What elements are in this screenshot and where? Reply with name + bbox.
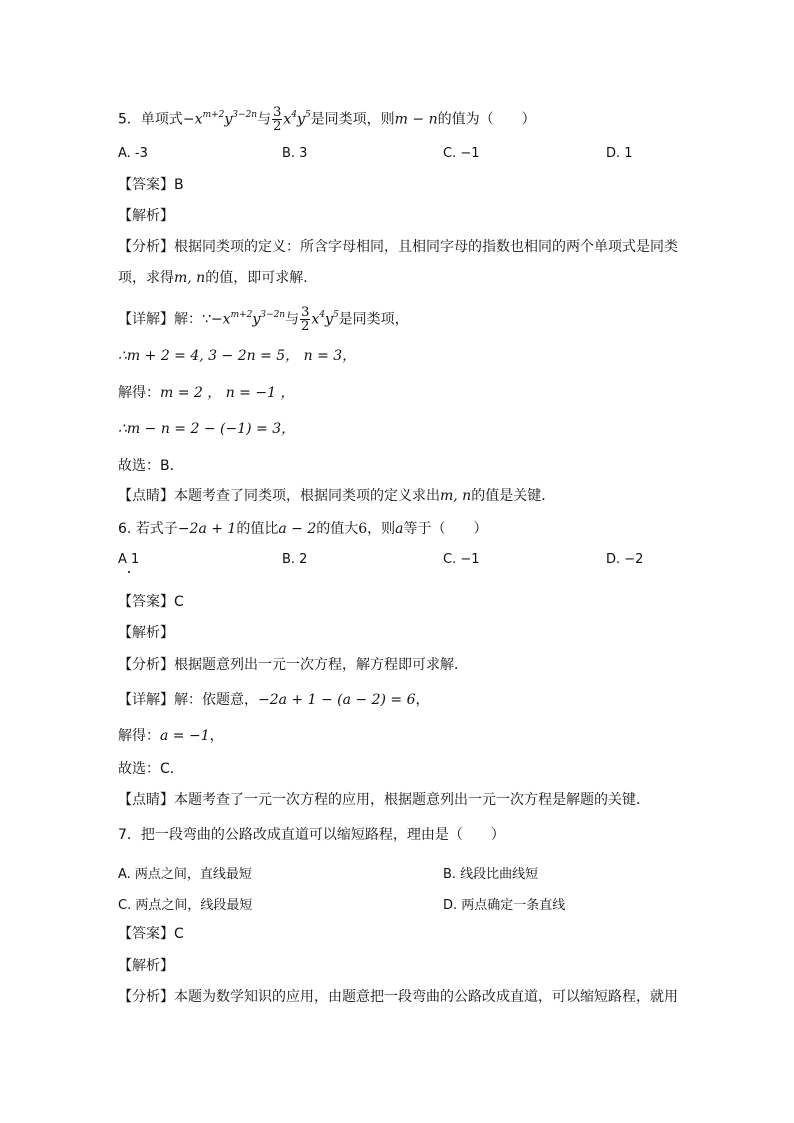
q6-solve-math: a = −1 <box>160 728 210 744</box>
q5-with: 与 <box>257 111 272 128</box>
q5-xiangjie-exp-x: m+2 <box>230 309 253 320</box>
q6-dianjing: 【点睛】本题考查了一元一次方程的应用，根据题意列出一元一次方程是解题的关键． <box>118 792 650 808</box>
q5-dianjing-prefix: 【点睛】本题考查了同类项，根据同类项的定义求出 <box>118 488 440 504</box>
q6-answer: 【答案】C <box>118 594 184 610</box>
q6-option-c: C. −1 <box>443 552 480 567</box>
q5-xiangjie-exp-x2: 4 <box>319 309 326 320</box>
q7-answer: 【答案】C <box>118 926 184 942</box>
q6-value: 6 <box>358 521 368 537</box>
q5-monomial-1-exp-x: m+2 <box>202 109 225 120</box>
q5-option-a: A. -3 <box>118 146 148 161</box>
q6-stem-mid-2: 的值大 <box>316 521 359 537</box>
q6-stem <box>118 519 488 539</box>
q5-fenxi-line-2 <box>118 268 317 288</box>
q5-xiangjie-monomial-2: x <box>311 311 320 328</box>
q5-option-d: D. 1 <box>606 146 633 161</box>
q6-xiangjie-equation: −2a + 1 − (a − 2) = 6 <box>258 692 416 708</box>
q6-stem-prefix: 6. 若式子 <box>118 521 178 537</box>
q6-stem-mid-3: ，则 <box>367 521 396 537</box>
q6-choose: 故选：C． <box>118 761 184 777</box>
q5-xiangjie-y: y <box>252 311 261 328</box>
q5-xiangjie-monomial-1: −x <box>210 311 231 328</box>
q5-monomial-2-y: y <box>297 111 305 128</box>
q5-option-c: C. −1 <box>443 146 480 161</box>
q5-monomial-2-exp-x: 4 <box>291 109 298 120</box>
q7-fenxi: 【分析】本题为数学知识的应用，由题意把一段弯曲的公路改成直道，可以缩短路程，就用 <box>118 989 678 1005</box>
q5-xiangjie-fraction <box>300 306 310 333</box>
q5-stem <box>118 106 536 133</box>
q6-solve <box>118 726 224 746</box>
q5-choose: 故选：B． <box>118 458 184 474</box>
q7-option-a: A. 两点之间，直线最短 <box>118 867 252 882</box>
q7-stem: 7．把一段弯曲的公路改成直道可以缩短路程，理由是（ ） <box>118 827 505 843</box>
q5-monomial-2-exp-y: 5 <box>304 109 311 120</box>
stray-dot <box>128 571 130 573</box>
q7-option-b: B. 线段比曲线短 <box>443 867 539 882</box>
q6-xiangjie <box>118 690 430 710</box>
q5-monomial-1-y: y <box>224 111 233 128</box>
q5-fraction <box>272 106 282 133</box>
q5-step-2-prefix: 解得： <box>118 385 160 401</box>
q6-xiangjie-suffix: ， <box>415 692 430 708</box>
q6-stem-mid-1: 的值比 <box>236 521 279 537</box>
q5-step-1: ∴m + 2 = 4, 3 − 2n = 5， n = 3， <box>118 348 357 364</box>
q5-answer: 【答案】B <box>118 177 184 193</box>
q5-xiangjie <box>118 306 409 333</box>
q5-xiangjie-fraction-num: 3 <box>301 305 310 320</box>
q5-dianjing-vars: m, n <box>440 488 472 504</box>
q6-variable: a <box>395 521 404 537</box>
q7-option-d: D. 两点确定一条直线 <box>443 898 566 913</box>
q5-xiangjie-fraction-den: 2 <box>301 319 310 334</box>
q7-option-c: C. 两点之间，线段最短 <box>118 898 253 913</box>
q5-option-b: B. 3 <box>282 146 308 161</box>
q5-fraction-numerator: 3 <box>273 105 282 120</box>
q5-xiangjie-with: 与 <box>285 311 300 328</box>
q5-stem-suffix: 的值为（ ） <box>437 111 536 128</box>
q7-analysis-label: 【解析】 <box>118 958 174 974</box>
q6-expr-a: −2a + 1 <box>177 521 237 537</box>
q6-analysis-label: 【解析】 <box>118 625 174 641</box>
q6-solve-prefix: 解得： <box>118 728 160 744</box>
q5-fenxi-text-a: 项，求得 <box>118 270 174 286</box>
q5-xiangjie-prefix: 【详解】解：∵ <box>118 311 211 328</box>
q6-option-b: B. 2 <box>282 552 308 567</box>
q5-monomial-1: −x <box>182 111 203 128</box>
q5-stem-middle: 是同类项，则 <box>310 111 395 128</box>
q5-step-2-math: m = 2 ， n = −1 ， <box>160 385 295 401</box>
q6-expr-b: a − 2 <box>278 521 317 537</box>
q5-fenxi-vars: m, n <box>174 270 206 286</box>
q5-fenxi-text-b: 的值，即可求解． <box>205 270 318 286</box>
q6-fenxi: 【分析】根据题意列出一元一次方程，解方程即可求解． <box>118 657 468 673</box>
q5-monomial-1-exp-y: 3−2n <box>232 109 258 120</box>
q5-fraction-denominator: 2 <box>273 119 282 134</box>
q5-stem-prefix: 5．单项式 <box>118 111 183 128</box>
q5-xiangjie-exp-y: 3−2n <box>260 309 286 320</box>
q5-analysis-label: 【解析】 <box>118 208 174 224</box>
q6-option-a: A 1 <box>118 552 140 567</box>
q5-target-expr: m − n <box>394 111 438 128</box>
q5-xiangjie-y2: y <box>325 311 333 328</box>
q6-stem-suffix: 等于（ ） <box>403 521 488 537</box>
q5-step-2 <box>118 383 294 403</box>
q5-xiangjie-suffix: 是同类项， <box>338 311 409 328</box>
q5-dianjing-suffix: 的值是关键． <box>471 488 556 504</box>
q5-dianjing <box>118 486 555 506</box>
q6-solve-suffix: ， <box>209 728 224 744</box>
q5-fenxi-line-1: 【分析】根据同类项的定义：所含字母相同，且相同字母的指数也相同的两个单项式是同类 <box>118 239 678 255</box>
q6-option-d: D. −2 <box>606 552 644 567</box>
q6-xiangjie-prefix: 【详解】解：依题意， <box>118 692 258 708</box>
q5-step-3: ∴m − n = 2 − (−1) = 3， <box>118 421 296 437</box>
q5-monomial-2: x <box>283 111 292 128</box>
q5-xiangjie-exp-y2: 5 <box>332 309 339 320</box>
